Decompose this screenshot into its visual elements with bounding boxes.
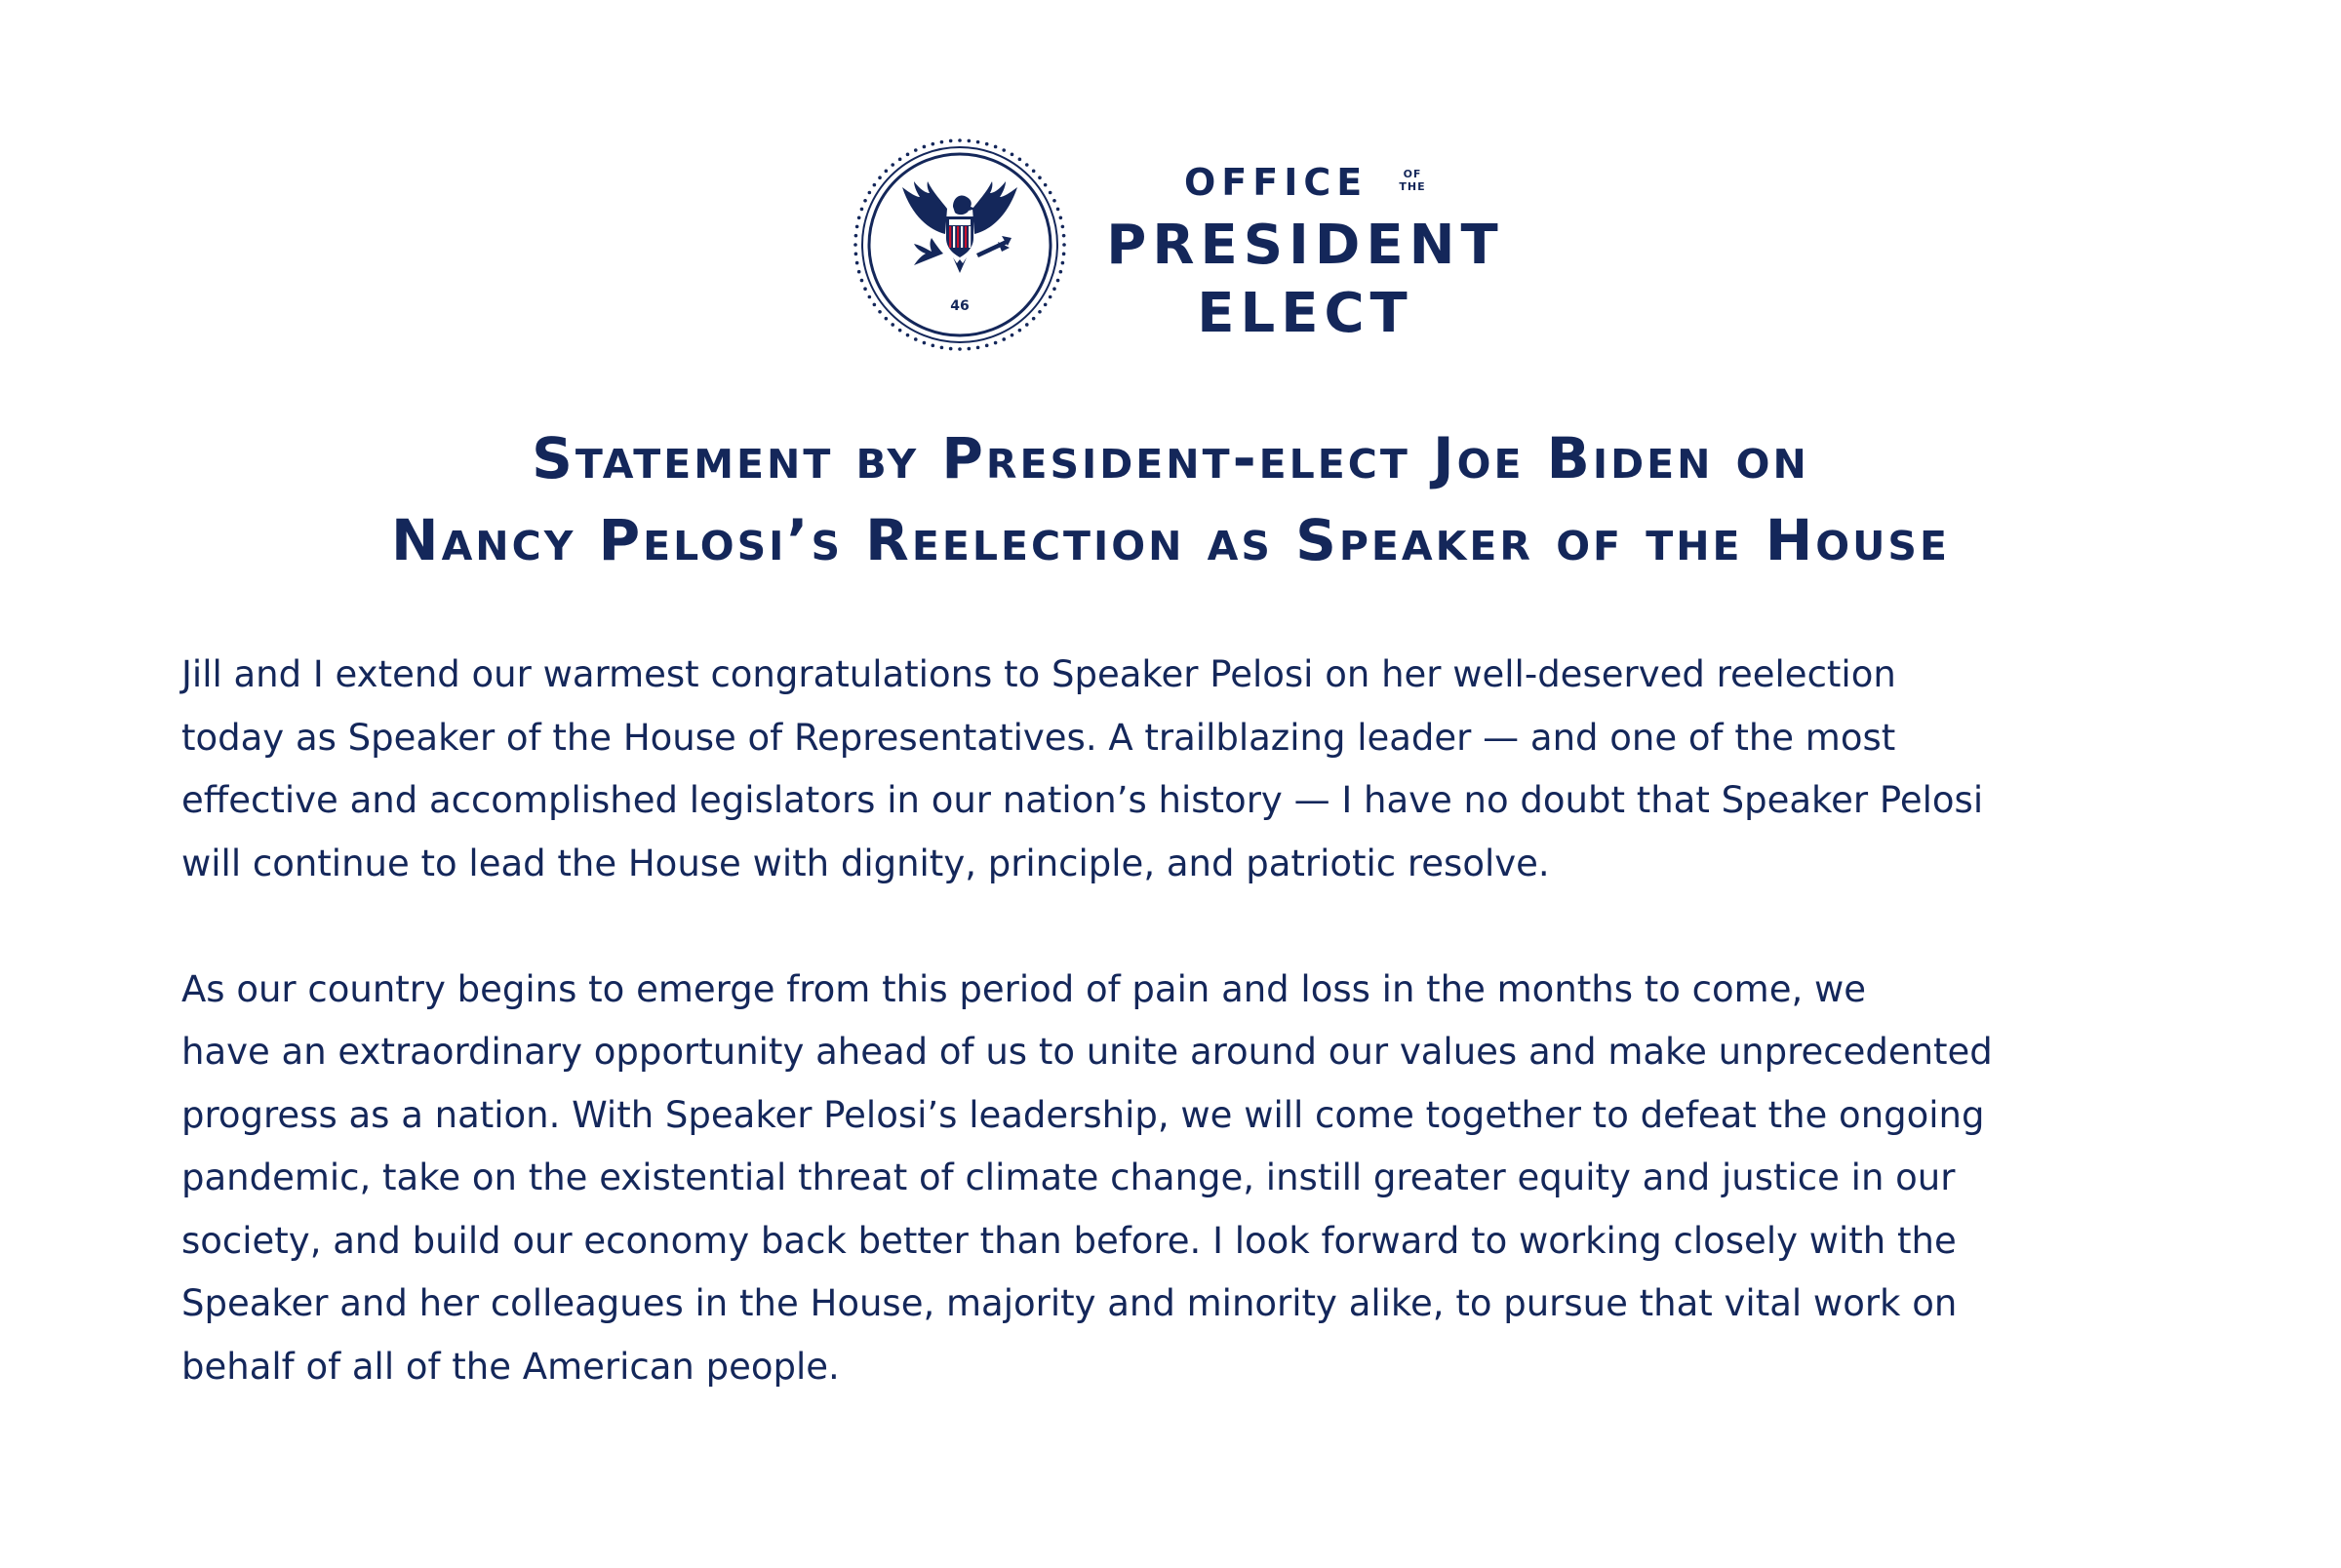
seal-dot [1038, 310, 1042, 314]
eagle-shield [946, 216, 973, 257]
seal-dot [1025, 163, 1029, 167]
eagle-tail [953, 257, 967, 273]
body-line: Jill and I extend our warmest congratulations to Speaker Pelosi on her well-deserved reelection [181, 653, 1896, 695]
arrows [976, 236, 1012, 257]
seal-dot [914, 337, 918, 341]
seal-dot [1049, 295, 1052, 299]
seal-dot [994, 341, 998, 345]
seal-dot [1052, 287, 1056, 291]
seal-dot [914, 148, 918, 152]
body-line: effective and accomplished legislators in our nation’s history — I have no doubt that Speaker Pelosi [181, 779, 1984, 821]
seal-dot [976, 346, 980, 350]
title-line: Nancy Pelosi’s Reelection as Speaker of the House [391, 507, 1950, 573]
seal-dot [860, 279, 864, 283]
wordmark-office-row [1100, 160, 1510, 205]
seal-dot [863, 199, 867, 203]
seal-dot [1002, 148, 1006, 152]
seal-dot [885, 170, 889, 174]
eagle-left-wing [902, 181, 947, 234]
seal-dot [932, 142, 935, 146]
seal-dot [1018, 329, 1022, 333]
body-line: progress as a nation. With Speaker Pelosi’s leadership, we will come together to defeat the ongoing [181, 1093, 1985, 1136]
seal-dot [1056, 279, 1060, 283]
seal-dot [857, 216, 861, 220]
seal-dot [863, 287, 867, 291]
seal-dot [1032, 317, 1036, 321]
shield-stripe [961, 226, 963, 248]
body-line: will continue to lead the House with dignity, principle, and patriotic resolve. [181, 842, 1550, 884]
seal-dot [868, 191, 872, 195]
body-line: have an extraordinary opportunity ahead of us to unite around our values and make unprecedented [181, 1031, 1993, 1073]
seal-dot [906, 333, 910, 337]
seal-dot [873, 183, 877, 187]
seal-dot [949, 347, 953, 351]
body-line: pandemic, take on the existential threat of climate change, instill greater equity and justice in our [181, 1156, 1956, 1198]
seal-dot [1044, 183, 1048, 187]
seal-dot [885, 317, 889, 321]
seal-dot [891, 323, 894, 327]
wordmark-office: OFFICE [1184, 161, 1369, 204]
statement-body [181, 644, 2191, 1462]
wordmark-of-the [1391, 168, 1434, 193]
seal-dot [868, 295, 872, 299]
seal-dot [968, 347, 972, 351]
seal-dot [878, 310, 882, 314]
seal-dot [940, 346, 944, 350]
seal-dot [898, 329, 902, 333]
seal-dot [968, 139, 972, 143]
seal-dot [1062, 253, 1066, 256]
presidential-seal-icon [852, 137, 1068, 353]
seal-dot [1061, 261, 1065, 265]
seal-dot [891, 163, 894, 167]
seal-dot [898, 158, 902, 162]
shield-stripe [957, 226, 959, 248]
body-line: As our country begins to emerge from this period of pain and loss in the months to come, we [181, 967, 1867, 1010]
eagle-right-wing [972, 181, 1017, 234]
seal-dot [854, 253, 858, 256]
seal-dot [857, 270, 861, 274]
seal-dot [1062, 243, 1066, 247]
wordmark-of: OF [1403, 168, 1422, 180]
seal-dot [1062, 234, 1066, 238]
seal-dot [985, 142, 989, 146]
seal-dot [1059, 270, 1063, 274]
body-paragraph [181, 644, 2191, 895]
seal-dot [854, 234, 858, 238]
shield-stripe [969, 226, 971, 248]
seal-dot [949, 139, 953, 143]
seal-number: 46 [950, 298, 970, 314]
seal-dot [873, 303, 877, 307]
seal-dot [976, 140, 980, 144]
seal-dot [855, 261, 859, 265]
seal-dot [1018, 158, 1022, 162]
seal-dot [985, 344, 989, 348]
seal-dot [940, 140, 944, 144]
seal-dot [958, 138, 962, 142]
body-line: society, and build our economy back better than before. I look forward to working closely with the [181, 1219, 1957, 1262]
statement-title [98, 417, 2243, 581]
seal-dot [1059, 216, 1063, 220]
body-line: Speaker and her colleagues in the House, majority and minority alike, to pursue that vital work on [181, 1282, 1958, 1324]
wordmark-the: THE [1399, 180, 1426, 193]
letterhead [0, 0, 2341, 371]
body-line: behalf of all of the American people. [181, 1345, 840, 1388]
seal-dot [853, 243, 857, 247]
body-line: today as Speaker of the House of Representatives. A trailblazing leader — and one of the most [181, 716, 1896, 759]
seal-dot [1056, 208, 1060, 212]
seal-dot [878, 176, 882, 179]
wordmark-elect: ELECT [1197, 282, 1413, 345]
seal-dot [855, 225, 859, 229]
seal-dot [1052, 199, 1056, 203]
wordmark-president: PRESIDENT [1106, 214, 1504, 277]
seal-dot [1025, 323, 1029, 327]
seal-dot [1061, 225, 1065, 229]
olive-branch [914, 238, 943, 265]
seal-dot [1002, 337, 1006, 341]
seal-dot [1044, 303, 1048, 307]
office-wordmark [1100, 156, 1510, 351]
seal-dot [1049, 191, 1052, 195]
shield-stripe [949, 226, 951, 248]
seal-dot [923, 341, 927, 345]
seal-dot [1032, 170, 1036, 174]
seal-dot [958, 347, 962, 351]
seal-dot [932, 344, 935, 348]
seal-dot [1011, 153, 1014, 157]
shield-stripe [953, 226, 955, 248]
seal-dot [994, 145, 998, 149]
seal-dot [1038, 176, 1042, 179]
seal-dot [906, 153, 910, 157]
shield-stripe [965, 226, 967, 248]
body-paragraph [181, 959, 2191, 1399]
seal-dot [923, 145, 927, 149]
title-line: Statement by President-elect Joe Biden on [532, 425, 1809, 491]
seal-dot [1011, 333, 1014, 337]
seal-dot [860, 208, 864, 212]
